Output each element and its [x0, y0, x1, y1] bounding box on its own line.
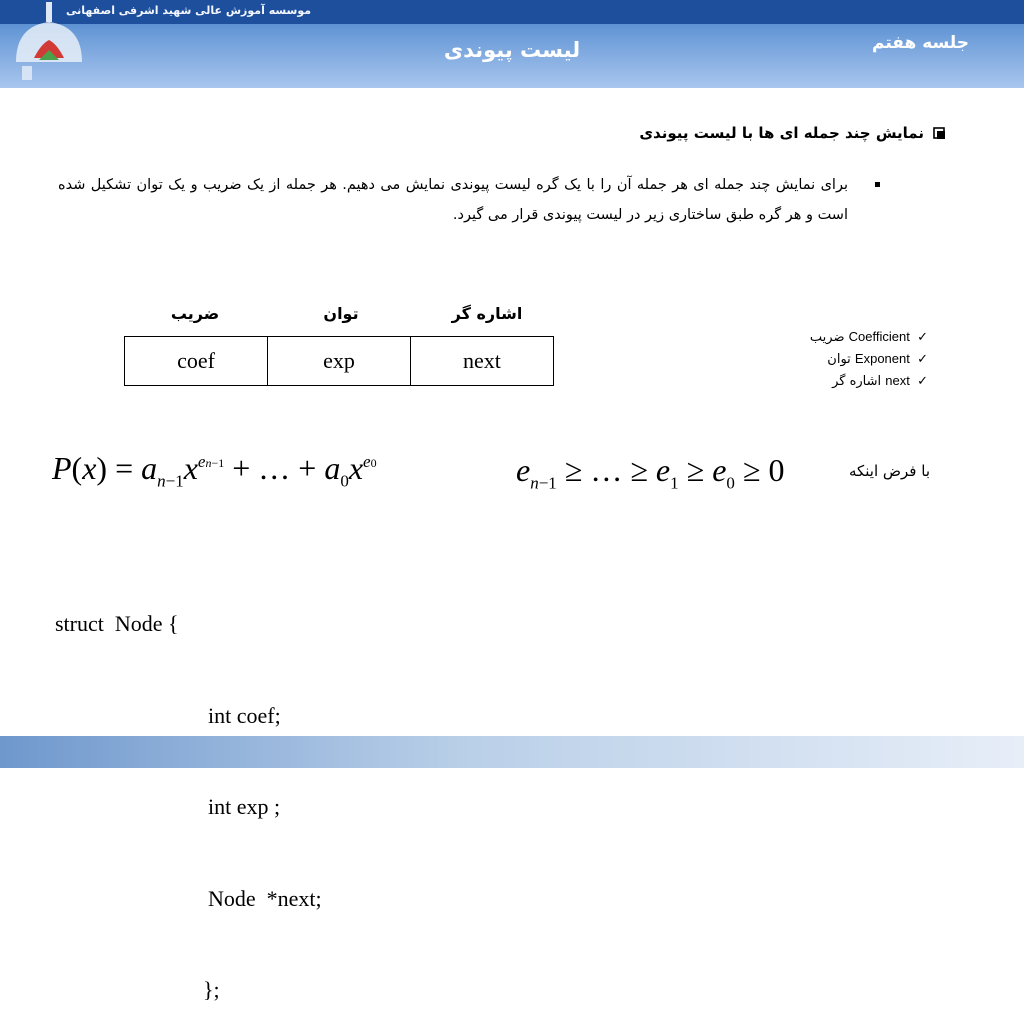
struct-code-block [55, 548, 322, 1036]
field-name-en: next [885, 373, 910, 388]
code-line: int exp ; [208, 794, 281, 819]
table-header-exponent: توان [323, 304, 359, 323]
field-name-en: Coefficient [848, 329, 910, 344]
table-cell-next: next [411, 337, 554, 386]
square-bullet-icon [875, 182, 880, 187]
slide-footer [0, 736, 1024, 768]
table-row [125, 337, 554, 386]
table-header-pointer: اشاره گر [451, 304, 523, 323]
field-name-en: Exponent [854, 351, 910, 366]
code-line: Node *next; [208, 885, 322, 911]
code-line: }; [203, 977, 220, 1002]
slide-header [0, 0, 1024, 88]
code-line: int coef; [208, 702, 281, 728]
description-paragraph: برای نمایش چند جمله ای هر جمله آن را با یک گره لیست پیوندی نمایش می دهیم. هر جمله از یک ضریب و یک توان تشکیل شده است و هر گره طبق ساختاری زیر در لیست پیوندی قرار می گیرد. [58, 177, 848, 223]
field-name-fa: ضریب [809, 330, 845, 345]
node-structure-table [124, 336, 554, 386]
section-heading: نمایش چند جمله ای ها با لیست پیوندی [639, 124, 924, 142]
list-item [810, 348, 928, 370]
list-item [810, 326, 928, 348]
condition-label: با فرض اینکه [848, 462, 930, 480]
table-cell-coef: coef [125, 337, 268, 386]
code-line: struct Node { [55, 611, 179, 636]
slide-title: لیست پیوندی [443, 38, 581, 62]
hollow-square-bullet-icon [933, 127, 946, 140]
institution-name: موسسه آموزش عالی شهید اشرفی اصفهانی [66, 4, 312, 17]
table-header-coefficient: ضریب [170, 304, 220, 323]
table-cell-exp: exp [268, 337, 411, 386]
checkmark-icon: ✓ [917, 330, 928, 345]
session-label: جلسه هفتم [871, 33, 969, 53]
checkmark-icon: ✓ [917, 374, 928, 389]
exponent-condition-image: $e_{n-1}$ ≥ … ≥ $e_1 \ge e_0 \ge 0$ [516, 452, 785, 493]
field-name-fa: توان [827, 352, 851, 367]
checkmark-icon: ✓ [917, 352, 928, 367]
field-checklist [810, 326, 928, 392]
polynomial-formula-image: $P(x) = a_{n-1}x^{en-1}$ + … + $a_0x^{e0}$ [52, 450, 377, 491]
field-name-fa: اشاره گر [832, 374, 882, 389]
list-item [810, 370, 928, 392]
